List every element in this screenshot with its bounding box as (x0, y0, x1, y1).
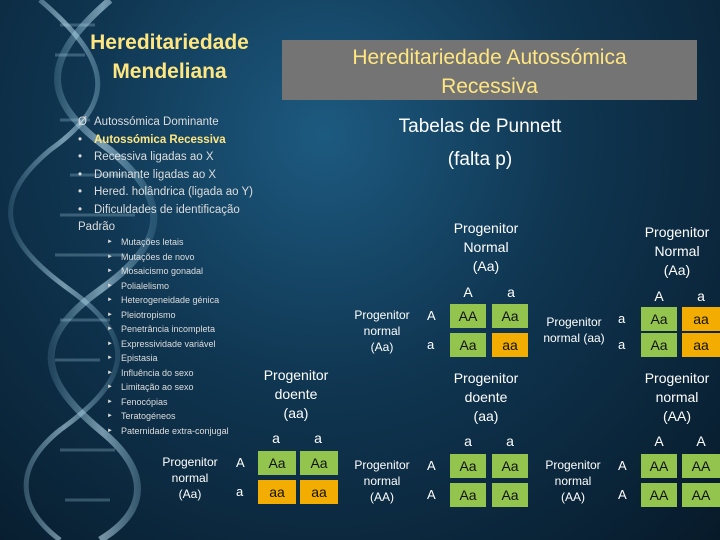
t4-row-allele: A (427, 487, 436, 502)
t1-side-line: normal (363, 324, 401, 338)
t1-side-line: (Aa) (370, 340, 394, 354)
t1-punnett-cell-affected: aa (492, 333, 528, 357)
t2-side-parent-label (533, 314, 615, 346)
bullet-text: Autossómica Dominante (94, 116, 219, 128)
sublist-text: Mutações de novo (121, 251, 195, 262)
t5-side-line: (AA) (561, 490, 585, 504)
t3-col-allele: a (272, 430, 280, 446)
sublist-item (107, 409, 229, 424)
dot-bullet-icon: • (78, 133, 83, 146)
sublist-text: Epistasia (121, 353, 158, 363)
bullet-text: Hered. holândrica (ligada ao Y) (94, 186, 253, 198)
t4-top-line: (aa) (473, 408, 499, 424)
t5-punnett-cell: AA (641, 454, 677, 478)
triangle-bullet-icon: ► (107, 297, 113, 303)
t5-top-line: Progenitor (644, 370, 710, 386)
t5-side-line: normal (554, 474, 592, 488)
t1-punnett-cell: Aa (450, 333, 486, 357)
t2-punnett-cell: Aa (641, 307, 677, 331)
triangle-bullet-icon: ► (107, 326, 113, 332)
sublist-item (107, 293, 229, 308)
sublist-item (107, 337, 229, 352)
t4-punnett-cell: Aa (492, 483, 528, 507)
sublist-text: Mutações letais (121, 237, 184, 247)
t5-row-allele: A (618, 458, 627, 473)
t5-col-allele: A (696, 433, 706, 449)
sublist-item (107, 308, 229, 323)
t5-top-line: (AA) (663, 408, 691, 424)
triangle-bullet-icon: ► (107, 239, 113, 245)
sublist-item (107, 424, 229, 439)
t5-side-parent-label (537, 457, 609, 505)
sublist-text: Teratogéneos (121, 411, 176, 421)
t4-side-line: normal (363, 474, 401, 488)
t1-col-allele: A (463, 284, 473, 300)
bullet-text-highlighted: Autossómica Recessiva (94, 133, 226, 146)
sublist-item (107, 380, 229, 395)
sublist-item (107, 250, 229, 265)
triangle-bullet-icon: ► (107, 268, 113, 274)
t2-side-line: normal (aa) (543, 331, 605, 345)
t4-side-line: (AA) (370, 490, 394, 504)
t1-top-parent-label (440, 219, 532, 276)
triangle-bullet-icon: ► (107, 282, 113, 289)
bullet-text: Dominante ligadas ao X (94, 168, 217, 181)
t2-punnett-cell: Aa (641, 333, 677, 357)
t3-top-line: Progenitor (263, 367, 329, 383)
t3-row-allele: a (236, 484, 244, 499)
t3-top-line: (aa) (283, 405, 309, 421)
t5-side-line: Progenitor (545, 458, 601, 472)
sublist-item (107, 264, 229, 279)
dot-bullet-icon: • (78, 186, 83, 198)
triangle-bullet-icon: ► (107, 369, 113, 376)
triangle-bullet-icon: ► (107, 253, 113, 260)
subtitle (355, 110, 605, 176)
t2-top-line: Normal (654, 243, 700, 259)
sublist-text: Polialelismo (121, 280, 170, 291)
triangle-bullet-icon: ► (107, 427, 113, 434)
t2-col-allele: a (697, 288, 705, 304)
t1-row-allele: A (427, 308, 436, 323)
t1-side-line: Progenitor (354, 308, 410, 322)
title-box-line-1: Hereditariedade Autossómica (352, 46, 627, 69)
sublist-text: Paternidade extra-conjugal (121, 425, 229, 436)
sublist-item (107, 322, 229, 337)
sublist-text: Limitação ao sexo (121, 382, 194, 392)
t3-punnett-cell-affected: aa (258, 480, 296, 504)
t5-punnett-cell: AA (682, 483, 720, 507)
t2-row-allele: a (618, 337, 626, 352)
t1-punnett-cell: Aa (492, 304, 528, 328)
t3-side-line: normal (171, 471, 209, 485)
sublist-item (107, 235, 229, 250)
t4-top-line: Progenitor (453, 370, 519, 386)
t2-side-line: Progenitor (546, 315, 602, 329)
t2-top-parent-label (634, 223, 720, 280)
t1-side-parent-label (344, 307, 420, 355)
sublist-item (107, 366, 229, 381)
sublist-item (107, 395, 229, 410)
bullet-item (78, 149, 278, 167)
bullet-text: Recessiva ligadas ao X (94, 151, 214, 163)
t1-top-line: (Aa) (472, 258, 500, 274)
t3-side-line: (Aa) (178, 487, 202, 501)
t1-top-line: Normal (463, 239, 509, 255)
t3-col-allele: a (314, 430, 322, 446)
t2-punnett-cell-affected: aa (682, 307, 720, 331)
t5-punnett-cell: AA (641, 483, 677, 507)
triangle-bullet-icon: ► (107, 398, 113, 405)
t1-top-line: Progenitor (453, 220, 519, 236)
subtitle-line-1: Tabelas de Punnett (398, 116, 562, 137)
t4-side-line: Progenitor (354, 458, 410, 472)
t3-punnett-cell: Aa (300, 451, 338, 475)
bullet-item (78, 114, 278, 132)
bullet-item (78, 184, 278, 202)
t2-top-line: Progenitor (644, 224, 710, 240)
difficulties-sublist (107, 235, 229, 438)
bullet-list (78, 114, 278, 237)
dot-bullet-icon: • (78, 151, 83, 163)
t5-row-allele: A (618, 487, 627, 502)
sublist-text: Pleiotropismo (121, 309, 176, 320)
sublist-item (107, 351, 229, 366)
bullet-item (78, 167, 278, 185)
sublist-item (107, 279, 229, 294)
t3-side-parent-label (152, 454, 228, 502)
t4-top-line: doente (464, 389, 508, 405)
t4-punnett-cell: Aa (492, 454, 528, 478)
t2-row-allele: a (618, 311, 626, 326)
t3-punnett-cell-affected: aa (300, 480, 338, 504)
title-box-line-2: Recessiva (441, 75, 538, 98)
t5-punnett-cell: AA (682, 454, 720, 478)
t5-top-line: normal (655, 389, 699, 405)
sublist-text: Mosaicismo gonadal (121, 266, 204, 276)
t5-col-allele: A (654, 433, 664, 449)
t4-punnett-cell: Aa (450, 454, 486, 478)
triangle-bullet-icon: ► (107, 311, 113, 318)
bullet-item-continuation (78, 219, 278, 237)
t1-punnett-cell: AA (450, 304, 486, 328)
t3-top-line: doente (274, 386, 318, 402)
t5-top-parent-label (634, 369, 720, 426)
t3-top-parent-label (250, 366, 342, 423)
triangle-bullet-icon: ► (107, 340, 113, 347)
sublist-text: Expressividade variável (121, 338, 216, 349)
bullet-text: Dificuldades de identificação (94, 203, 240, 216)
t4-col-allele: a (506, 433, 514, 449)
t3-punnett-cell: Aa (258, 451, 296, 475)
subtitle-line-2: (falta p) (447, 149, 513, 170)
sublist-text: Heterogeneidade génica (121, 295, 220, 305)
sublist-text: Influência do sexo (121, 367, 194, 378)
triangle-bullet-icon: ► (107, 413, 113, 419)
t4-punnett-cell: Aa (450, 483, 486, 507)
title-left-line-1: Hereditariedade (90, 31, 249, 54)
t2-punnett-cell-affected: aa (682, 333, 720, 357)
arrow-bullet-icon: Ø (78, 116, 87, 128)
t4-side-parent-label (344, 457, 420, 505)
bullet-item (78, 202, 278, 220)
sublist-text: Penetrância incompleta (121, 324, 216, 334)
t4-top-parent-label (440, 369, 532, 426)
t4-row-allele: A (427, 458, 436, 473)
sublist-text: Fenocópias (121, 396, 168, 407)
t4-col-allele: a (464, 433, 472, 449)
dot-bullet-icon: • (78, 168, 83, 181)
bullet-text: Padrão (78, 221, 116, 233)
triangle-bullet-icon: ► (107, 355, 113, 361)
t2-top-line: (Aa) (663, 262, 691, 278)
t3-row-allele: A (236, 455, 245, 470)
bullet-item (78, 132, 278, 150)
t3-side-line: Progenitor (162, 455, 218, 469)
t1-col-allele: a (507, 284, 515, 300)
title-left-line-2: Mendeliana (112, 60, 227, 83)
dot-bullet-icon: • (78, 203, 83, 216)
t1-row-allele: a (427, 337, 435, 352)
slide-title-box (282, 40, 697, 100)
triangle-bullet-icon: ► (107, 384, 113, 390)
slide-title-left (72, 28, 267, 86)
t2-col-allele: A (654, 288, 664, 304)
